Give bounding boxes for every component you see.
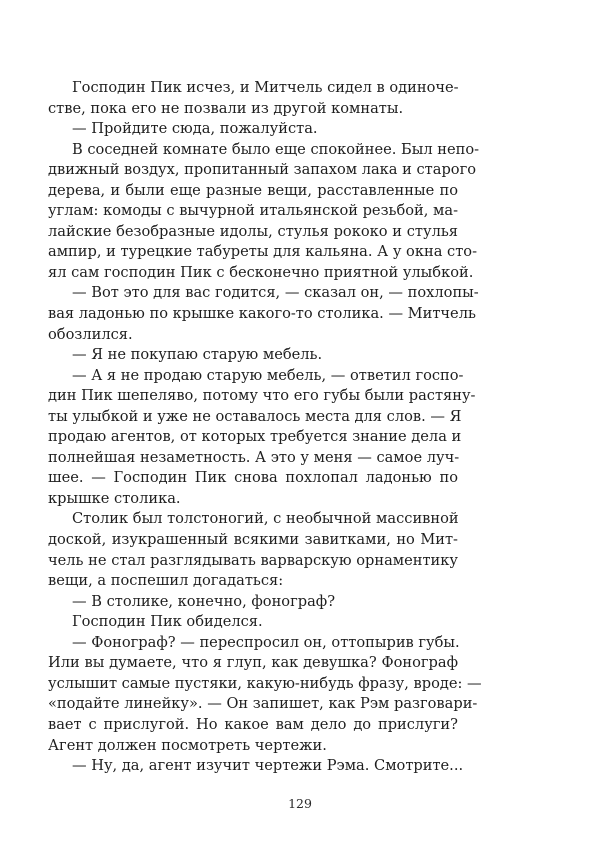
- text-line: полнейшая незаметность. А это у меня — самое луч-: [48, 448, 460, 466]
- text-line: углам: комоды с вычурной итальянской резьбой, ма-: [48, 202, 459, 220]
- page-number: 129: [288, 796, 312, 811]
- text-line: «подайте линейку». — Он запишет, как Рэм разговари-: [48, 695, 478, 713]
- text-line: — Пройдите сюда, пожалуйста.: [72, 120, 318, 138]
- text-line: чель не стал разглядывать варварскую орнаментику: [48, 551, 458, 569]
- text-line: дерева, и были еще разные вещи, расставленные по: [48, 181, 458, 199]
- text-line: ампир, и турецкие табуреты для кальяна. А у окна сто-: [48, 243, 477, 261]
- text-line: — Вот это для вас годится, — сказал он, — похлопы-: [72, 284, 479, 302]
- text-line: шее. — Господин Пик снова похлопал ладонью по: [48, 469, 458, 487]
- text-line: дин Пик шепеляво, потому что его губы были растяну-: [48, 387, 476, 405]
- text-line: услышит самые пустяки, какую-нибудь фразу, вроде: —: [48, 674, 482, 692]
- text-line: Или вы думаете, что я глуп, как девушка? Фонограф: [48, 654, 458, 672]
- text-line: ты улыбкой и уже не оставалось места для слов. — Я: [48, 407, 462, 425]
- text-line: Господин Пик исчез, и Митчель сидел в одиноче-: [72, 79, 459, 96]
- text-line: ял сам господин Пик с бесконечно приятной улыбкой.: [48, 263, 474, 281]
- text-line: Господин Пик обиделся.: [72, 613, 263, 631]
- body-text: [48, 78, 482, 777]
- text-line: вает с прислугой. Но какое вам дело до прислуги?: [48, 715, 458, 733]
- text-line: Столик был толстоногий, с необычной массивной: [72, 510, 459, 528]
- text-line: движный воздух, пропитанный запахом лака и старого: [48, 161, 477, 179]
- text-line: доской, изукрашенный всякими завитками, но Мит-: [48, 531, 458, 549]
- text-line: — А я не продаю старую мебель, — ответил госпо-: [72, 366, 464, 384]
- text-line: обозлился.: [48, 325, 133, 343]
- text-line: стве, пока его не позвали из другой комнаты.: [48, 99, 404, 117]
- text-line: — Я не покупаю старую мебель.: [72, 346, 323, 364]
- text-line: — Ну, да, агент изучит чертежи Рэма. Смотрите...: [72, 757, 464, 775]
- text-line: лайские безобразные идолы, стулья рококо и стулья: [48, 222, 458, 240]
- text-line: В соседней комнате было еще спокойнее. Был непо-: [72, 140, 480, 158]
- text-line: вая ладонью по крышке какого-то столика. — Митчель: [48, 305, 476, 323]
- text-line: продаю агентов, от которых требуется знание дела и: [48, 428, 462, 446]
- text-line: вещи, а поспешил догадаться:: [48, 572, 284, 590]
- text-line: крышке столика.: [48, 489, 181, 507]
- text-line: — В столике, конечно, фонограф?: [72, 592, 336, 610]
- text-line: — Фонограф? — переспросил он, оттопырив губы.: [72, 633, 460, 651]
- text-line: Агент должен посмотреть чертежи.: [48, 736, 327, 754]
